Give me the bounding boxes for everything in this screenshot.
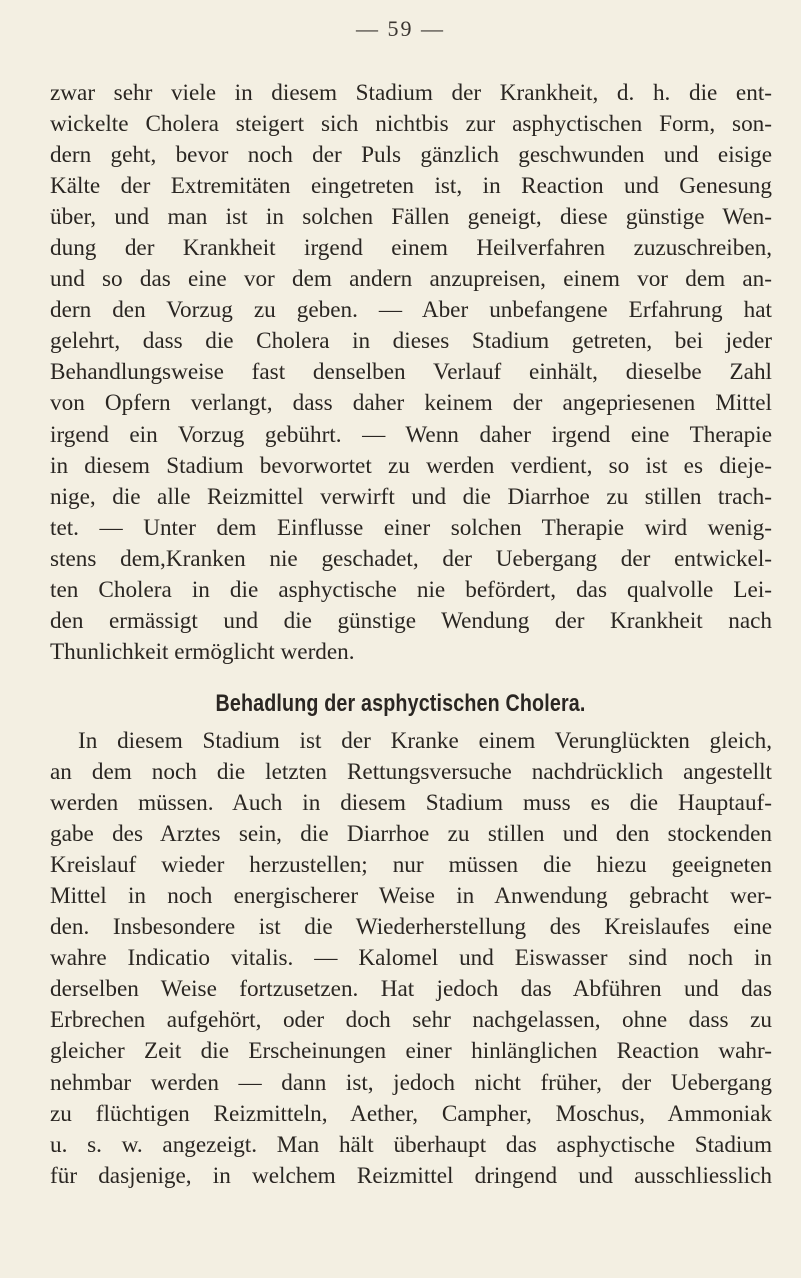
paragraph-two [50, 726, 772, 1192]
text-line: dern geht, bevor noch der Puls gänzlich geschwunden und eisige [50, 142, 772, 169]
text-line: von Opfern verlangt, dass daher keinem der angepriesenen Mittel [50, 390, 772, 417]
text-line: zwar sehr viele in diesem Stadium der Krankheit, d. h. die ent- [50, 80, 772, 106]
text-line: Mittel in noch energischerer Weise in Anwendung gebracht wer- [50, 883, 772, 910]
text-line: Kreislauf wieder herzustellen; nur müssen die hiezu geeigneten [50, 852, 772, 879]
text-line: derselben Weise fortzusetzen. Hat jedoch das Abführen und das [50, 976, 772, 1003]
text-line: werden müssen. Auch in diesem Stadium muss es die Hauptauf- [50, 790, 772, 817]
text-line: zu flüchtigen Reizmitteln, Aether, Campher, Moschus, Ammoniak [50, 1100, 772, 1127]
text-line: an dem noch die letzten Rettungsversuche nachdrücklich angestellt [50, 759, 772, 786]
text-line: gelehrt, dass die Cholera in dieses Stadium getreten, bei jeder [50, 328, 772, 355]
text-line: in diesem Stadium bevorwortet zu werden verdient, so ist es dieje- [50, 452, 772, 479]
text-line: Thunlichkeit ermöglicht werden. [50, 638, 355, 665]
text-line: und so das eine vor dem andern anzupreisen, einem vor dem an- [50, 266, 772, 293]
text-line: tet. — Unter dem Einflusse einer solchen Therapie wird wenig- [50, 514, 772, 541]
text-line: gabe des Arztes sein, die Diarrhoe zu stillen und den stockenden [50, 821, 772, 848]
text-line: In diesem Stadium ist der Kranke einem Verunglückten gleich, [78, 728, 772, 754]
text-line: den. Insbesondere ist die Wiederherstellung des Kreislaufes eine [50, 914, 772, 941]
text-line: über, und man ist in solchen Fällen geneigt, diese günstige Wen- [50, 204, 772, 231]
text-line: dung der Krankheit irgend einem Heilverfahren zuzuschreiben, [50, 235, 772, 262]
paragraph-one [50, 78, 772, 668]
text-line: für dasjenige, in welchem Reizmittel dringend und ausschliesslich [50, 1162, 772, 1189]
text-line: stens dem,Kranken nie geschadet, der Uebergang der entwickel- [50, 545, 772, 572]
section-heading: Behadlung der asphyctischen Cholera. [215, 690, 586, 717]
text-line: ten Cholera in die asphyctische nie befördert, das qualvolle Lei- [50, 576, 772, 603]
page-number: — 59 — [356, 16, 445, 41]
text-line: wahre Indicatio vitalis. — Kalomel und Eiswasser sind noch in [50, 945, 772, 972]
text-line: wickelte Cholera steigert sich nichtbis zur asphyctischen Form, son- [50, 111, 772, 138]
text-line: Kälte der Extremitäten eingetreten ist, in Reaction und Genesung [50, 173, 772, 200]
text-line: gleicher Zeit die Erscheinungen einer hinlänglichen Reaction wahr- [50, 1038, 772, 1065]
text-line: Behandlungsweise fast denselben Verlauf einhält, dieselbe Zahl [50, 359, 772, 386]
text-line: nehmbar werden — dann ist, jedoch nicht früher, der Uebergang [50, 1069, 772, 1096]
text-line: nige, die alle Reizmittel verwirft und die Diarrhoe zu stillen trach- [50, 483, 772, 510]
text-line: u. s. w. angezeigt. Man hält überhaupt das asphyctische Stadium [50, 1131, 772, 1158]
text-line: irgend ein Vorzug gebührt. — Wenn daher irgend eine Therapie [50, 421, 772, 448]
text-line: den ermässigt und die günstige Wendung der Krankheit nach [50, 607, 772, 634]
text-line: Erbrechen aufgehört, oder doch sehr nachgelassen, ohne dass zu [50, 1007, 772, 1034]
text-line: dern den Vorzug zu geben. — Aber unbefangene Erfahrung hat [50, 297, 772, 324]
